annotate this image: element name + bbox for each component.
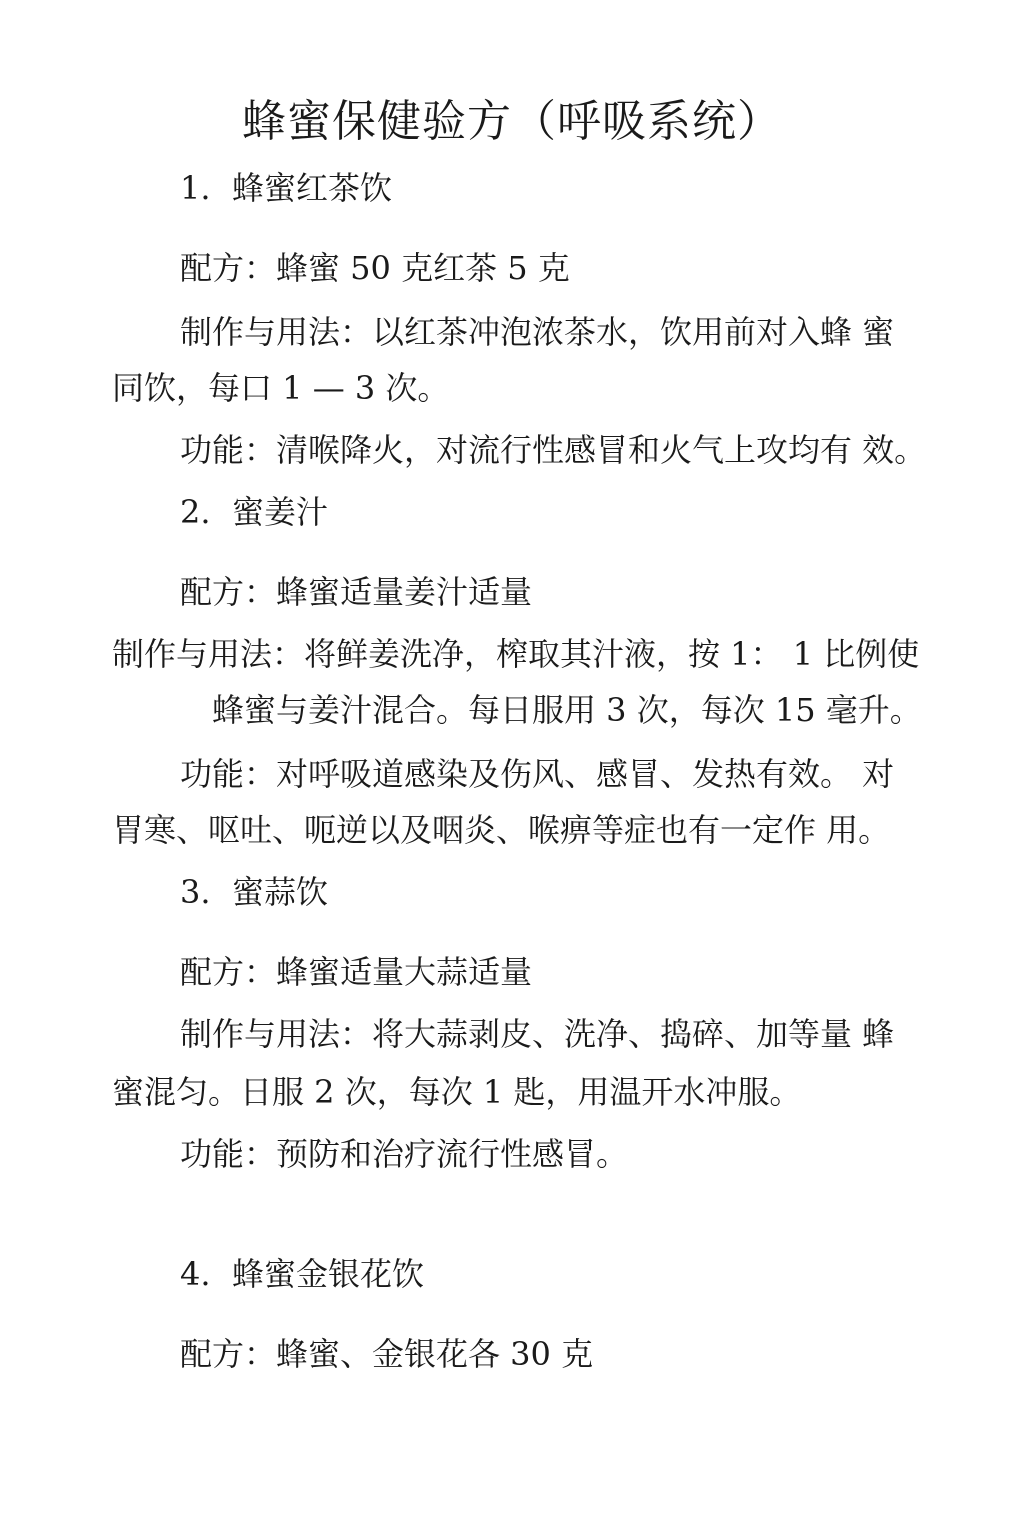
recipe-1-function: 功能：清喉降火，对流行性感冒和火气上攻均有 效。 bbox=[180, 431, 927, 469]
document-title: 蜂蜜保健验方（呼吸系统） bbox=[242, 96, 782, 147]
recipe-1-number: 1. bbox=[180, 169, 211, 207]
recipe-2-heading bbox=[180, 492, 328, 532]
recipe-2-formula: 配方：蜂蜜适量姜汁适量 bbox=[180, 573, 533, 611]
recipe-3-method-line-2: 蜜混匀。日服 2 次，每次 1 匙，用温开水冲服。 bbox=[112, 1073, 802, 1111]
recipe-4-name: 蜂蜜金银花饮 bbox=[232, 1255, 425, 1293]
recipe-4-heading bbox=[180, 1254, 424, 1294]
recipe-3-method-line-1: 制作与用法：将大蒜剥皮、洗净、捣碎、加等量 蜂 bbox=[180, 1015, 895, 1053]
recipe-2-function-line-2: 胃寒、呕吐、呃逆以及咽炎、喉痹等症也有一定作 用。 bbox=[112, 811, 891, 849]
recipe-3-number: 3. bbox=[180, 873, 211, 911]
recipe-1-formula: 配方：蜂蜜 50 克红茶 5 克 bbox=[180, 249, 570, 287]
recipe-3-name: 蜜蒜饮 bbox=[232, 873, 329, 911]
recipe-2-number: 2. bbox=[180, 493, 211, 531]
recipe-4-formula: 配方：蜂蜜、金银花各 30 克 bbox=[180, 1335, 594, 1373]
recipe-2-method-line-2: 蜂蜜与姜汁混合。每日服用 3 次，每次 15 毫升。 bbox=[212, 691, 922, 729]
recipe-3-heading bbox=[180, 872, 328, 912]
recipe-2-name: 蜜姜汁 bbox=[232, 493, 329, 531]
recipe-1-heading bbox=[180, 168, 392, 208]
recipe-3-function: 功能：预防和治疗流行性感冒。 bbox=[180, 1135, 629, 1173]
recipe-1-method-line-1: 制作与用法：以红茶冲泡浓茶水，饮用前对入蜂 蜜 bbox=[180, 313, 895, 351]
recipe-3-formula: 配方：蜂蜜适量大蒜适量 bbox=[180, 953, 533, 991]
recipe-2-method-line-1: 制作与用法：将鲜姜洗净，榨取其汁液，按 1： 1 比例使 bbox=[112, 635, 920, 673]
recipe-1-method-line-2: 同饮，每口 1 — 3 次。 bbox=[112, 369, 450, 407]
recipe-2-function-line-1: 功能：对呼吸道感染及伤风、感冒、发热有效。 对 bbox=[180, 755, 895, 793]
recipe-1-name: 蜂蜜红茶饮 bbox=[232, 169, 393, 207]
recipe-4-number: 4. bbox=[180, 1255, 211, 1293]
